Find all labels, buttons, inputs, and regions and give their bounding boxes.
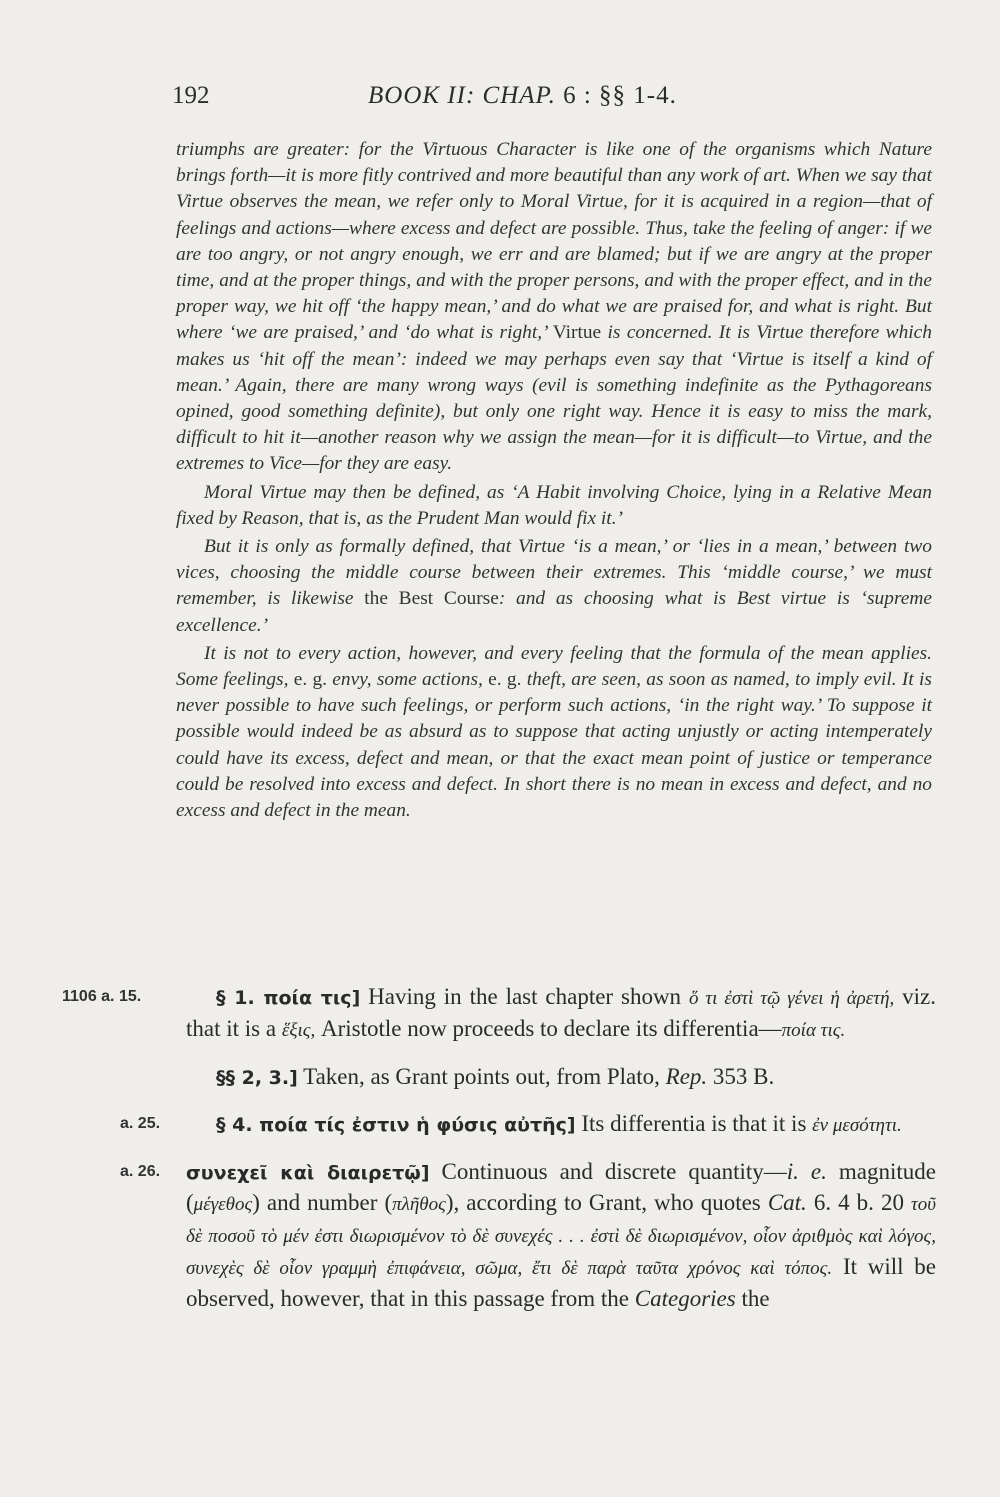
summary-text-upright: e. g.	[488, 669, 522, 691]
section-range: 6 : §§ 1-4.	[563, 82, 677, 109]
summary-text-upright: e. g.	[293, 669, 328, 691]
summary-text-upright: the Best Course	[364, 588, 499, 610]
note-body	[186, 1062, 936, 1093]
greek-text: ποία τις.	[781, 1020, 846, 1041]
note-text: magnitude (	[186, 1159, 936, 1215]
note-text: 353 B.	[712, 1064, 775, 1089]
note-text: It will be observed, however, that in this passage from the	[186, 1254, 937, 1311]
summary-paragraph	[176, 641, 932, 824]
note-text: Its differentia is that it is	[581, 1111, 807, 1136]
note-text: 6. 4 b. 20	[813, 1190, 904, 1215]
line-reference: a. 25.	[120, 1115, 161, 1132]
note-italic: i. e.	[786, 1159, 827, 1184]
summary-paragraph: Moral Virtue may then be defined, as ‘A Habit involving Choice, lying in a Relative Mean fixed by Reason, that is, as the Prudent Man would fix it.’	[176, 481, 932, 529]
summary-text: triumphs are greater: for the Virtuous Character is like one of the organisms which Nature brings forth—it is more fitly contrived and more beautiful than any work of art. When we say that Virtue observes the mean, we refer only to Moral Virtue, for it is acquired in a region—that of feelings and actions—where excess and defect are possible. Thus, take the feeling of anger: if we are too angry, or not angry enough, we err and are blamed; but if we are angry at the proper time, and at the proper things, and with the proper persons, and with the proper effect, and in the proper way, we hit off ‘the happy mean,’ and do what we are praised for, and what is right. But where ‘we are praised,’ and ‘do what is right,’	[176, 139, 932, 344]
note-text: Aristotle now proceeds to declare its differentia—	[320, 1016, 782, 1041]
greek-text: ἐν μεσότητι.	[812, 1115, 902, 1136]
summary-text: envy, some actions,	[332, 669, 483, 691]
note-text: Having in the last chapter shown	[368, 984, 682, 1009]
note-sections-2-3	[0, 1062, 1000, 1093]
line-reference: a. 26.	[120, 1163, 161, 1180]
summary-paragraph	[176, 534, 932, 639]
note-a25	[0, 1109, 1000, 1141]
summary-text-upright: Virtue	[552, 322, 602, 344]
note-body	[186, 982, 936, 1046]
running-title	[368, 82, 677, 110]
greek-text: τοῦ δὲ ποσοῦ τὸ μέν ἐστι διωρισμένον τὸ δὲ συνεχές . . . ἐστὶ δὲ διωρισμένον, οἷον ἀριθμὸς καὶ λόγος, συνεχὲς δὲ οἷον γραμμὴ ἐπιφάνεια, σῶμα, ἔτι δὲ παρὰ ταῦτα χρόνος καὶ τόπος.	[186, 1194, 937, 1279]
note-body	[186, 1157, 936, 1314]
note-text: Taken, as Grant points out, from Plato,	[303, 1064, 660, 1089]
note-italic: Cat.	[767, 1190, 807, 1215]
greek-text: πλῆθος	[392, 1194, 446, 1215]
summary-text: But it is only as formally defined, that Virtue ‘is a mean,’ or ‘lies in a mean,’ between two vices, choosing the middle course between their extremes. This ‘middle course,’ we must remember, is likewise	[176, 536, 932, 610]
note-italic: Categories	[634, 1286, 736, 1311]
note-lemma: § 4. ποία τίς ἐστιν ἡ φύσις αὐτῆς]	[216, 1114, 576, 1136]
summary-text: is concerned. It is Virtue therefore which makes us ‘hit off the mean’: indeed we may perhaps even say that ‘Virtue is itself a kind of mean.’ Again, there are many wrong ways (evil is something indefinite as the Pythagoreans opined, good something definite), but only one right way. Hence it is easy to miss the mark, difficult to hit it—another reason why we assign the mean—for it is difficult—to Virtue, and the extremes to Vice—for they are easy.	[176, 322, 932, 475]
commentary-notes	[0, 982, 1000, 1330]
note-text: viz. that it is a	[186, 984, 937, 1041]
summary-paraphrase	[176, 137, 932, 824]
greek-text: ἕξις,	[281, 1020, 316, 1041]
summary-paragraph	[176, 137, 932, 478]
summary-text: It is not to every action, however, and every feeling that the formula of the mean applies. Some feelings,	[176, 642, 932, 691]
note-lemma: § 1. ποία τις]	[216, 987, 361, 1009]
page-number: 192	[172, 82, 210, 109]
note-lemma: §§ 2, 3.]	[216, 1067, 298, 1089]
greek-text: ὅ τι ἐστὶ τῷ γένει ἡ ἀρετή,	[688, 988, 895, 1009]
note-lemma: συνεχεῖ καὶ διαιρετῷ]	[186, 1162, 430, 1184]
line-reference: 1106 a. 15.	[62, 988, 142, 1005]
note-a26	[0, 1157, 1000, 1314]
summary-text: theft, are seen, as soon as named, to imply evil. It is never possible to have such feelings, or perform such actions, ‘in the right way.’ To suppose it possible would indeed be as absurd as to suppose that acting unjustly or acting intemperately could have its excess, defect and mean, or that the exact mean point of justice or temperance could be resolved into excess and defect. In short there is no mean in excess and defect, and no excess and defect in the mean.	[176, 669, 932, 822]
note-text: the	[741, 1286, 770, 1311]
note-text: ), according to Grant, who quotes	[445, 1190, 761, 1215]
summary-text: : and as choosing what is Best virtue is ‘supreme excellence.’	[176, 588, 932, 636]
note-body	[186, 1109, 936, 1141]
note-text: ) and number (	[252, 1190, 393, 1215]
running-title-text: BOOK II: CHAP.	[368, 82, 556, 109]
note-italic: Rep.	[665, 1064, 708, 1089]
note-text: Continuous and discrete quantity—	[441, 1159, 787, 1184]
note-1106a15	[0, 982, 1000, 1046]
running-header	[172, 82, 762, 122]
greek-text: μέγεθος	[193, 1194, 253, 1215]
